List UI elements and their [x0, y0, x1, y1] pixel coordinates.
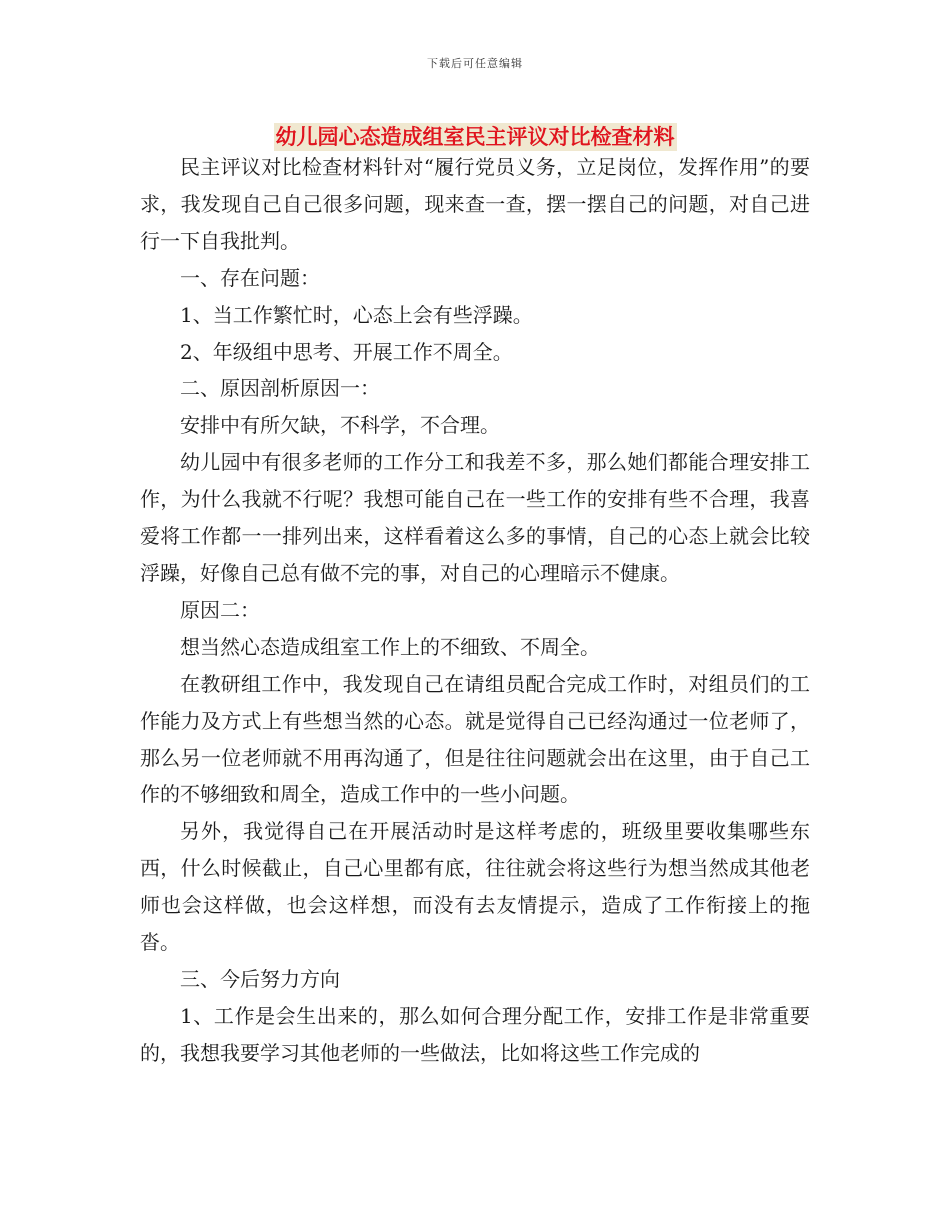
paragraph-cause-1-summary: 安排中有所欠缺，不科学，不合理。 [180, 413, 500, 438]
section-heading-causes: 二、原因剖析原因一： [180, 376, 380, 401]
paragraph-cause-2-extra: 另外，我觉得自己在开展活动时是这样考虑的，班级里要收集哪些东西，什么时候截止，自己心里都有底，往往就会将这些行为想当然成其他老师也会这样做，也会这样想，而没有去友情提示，造成了工作衔接上的拖沓。 [140, 819, 810, 955]
paragraph-intro: 民主评议对比检查材料针对“履行党员义务，立足岗位，发挥作用”的要求，我发现自己自己很多问题，现来查一查，摆一摆自己的问题，对自己进行一下自我批判。 [140, 155, 810, 253]
document-title [0, 114, 950, 152]
section-heading-problems: 一、存在问题： [180, 265, 320, 290]
paragraph-cause-2-summary: 想当然心态造成组室工作上的不细致、不周全。 [180, 634, 600, 659]
document-body [140, 149, 810, 1072]
page-header: 下载后可任意编辑 [427, 57, 523, 70]
list-item-problem-2: 2、年级组中思考、开展工作不周全。 [180, 339, 513, 364]
list-item-problem-1: 1、当工作繁忙时，心态上会有些浮躁。 [180, 302, 533, 327]
paragraph-cause-1-detail: 幼儿园中有很多老师的工作分工和我差不多，那么她们都能合理安排工作，为什么我就不行呢？我想可能自己在一些工作的安排有些不合理，我喜爱将工作都一一排列出来，这样看着这么多的事情，自己的心态上就会比较浮躁，好像自己总有做不完的事，对自己的心理暗示不健康。 [140, 450, 810, 585]
section-heading-direction: 三、今后努力方向 [180, 966, 340, 991]
list-item-direction-1: 1、工作是会生出来的，那么如何合理分配工作，安排工作是非常重要的，我想我要学习其他老师的一些做法，比如将这些工作完成的 [140, 1003, 810, 1065]
document-title-text: 幼儿园心态造成组室民主评议对比检查材料 [275, 125, 675, 149]
paragraph-cause-2-detail: 在教研组工作中，我发现自己在请组员配合完成工作时，对组员们的工作能力及方式上有些想当然的心态。就是觉得自己已经沟通过一位老师了，那么另一位老师就不用再沟通了，但是往往问题就会出在这里，由于自己工作的不够细致和周全，造成工作中的一些小问题。 [140, 671, 810, 807]
subheading-cause-2: 原因二： [180, 597, 260, 622]
